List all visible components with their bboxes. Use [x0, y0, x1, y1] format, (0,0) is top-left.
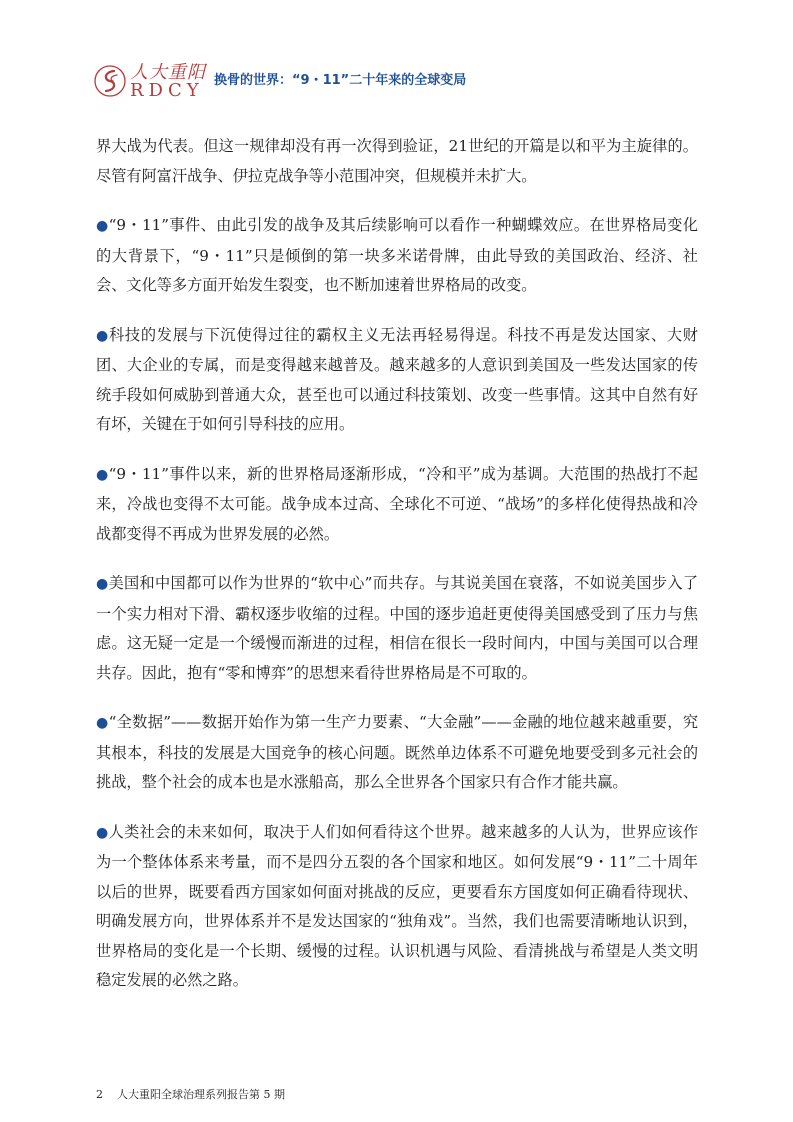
paragraph-text: “全数据”——数据开始作为第一生产力要素、“大金融”——金融的地位越来越重要，究其根本，科技的发展是大国竞争的核心问题。既然单边体系不可避免地要受到多元社会的挑战，整个社会的成本也是水涨船高，那么全世界各个国家只有合作才能共赢。: [96, 713, 699, 791]
series-label: 人大重阳全球治理系列报告第 5 期: [117, 1088, 285, 1101]
page-number: 2: [96, 1088, 103, 1101]
paragraph: [96, 132, 698, 191]
body-text: [96, 130, 698, 1016]
rdcy-logo: [92, 58, 212, 104]
bullet-icon: ●: [96, 715, 109, 731]
paragraph-text: 人类社会的未来如何，取决于人们如何看待这个世界。越来越多的人认为，世界应该作为一个整体体系来考量，而不是四分五裂的各个国家和地区。如何发展“9・11”二十周年以后的世界，既要看西方国家如何面对挑战的反应，更要看东方国度如何正确看待现状、明确发展方向，世界体系并不是发达国家的“独角戏”。当然，我们也需要清晰地认识到，世界格局的变化是一个长期、缓慢的过程。认识机遇与风险、看清挑战与希望是人类文明稳定发展的必然之路。: [96, 822, 699, 989]
paragraph: [96, 321, 698, 440]
bullet-icon: ●: [96, 824, 109, 841]
logo-emblem-icon: [92, 58, 128, 104]
bullet-icon: ●: [96, 576, 109, 592]
paragraph: [96, 460, 698, 550]
logo-english-text: RDCY: [130, 80, 204, 101]
paragraph-text: “9・11”事件、由此引发的战争及其后续影响可以看作一种蝴蝶效应。在世界格局变化的大背景下，“9・11”只是倾倒的第一块多米诺骨牌，由此导致的美国政治、经济、社会、文化等多方面开始发生裂变，也不断加速着世界格局的改变。: [96, 216, 698, 294]
paragraph-text: 科技的发展与下沉使得过往的霸权主义无法再轻易得逞。科技不再是发达国家、大财团、大企业的专属，而是变得越来越普及。越来越多的人意识到美国及一些发达国家的传统手段如何威胁到普通大众，甚至也可以通过科技策划、改变一些事情。这其中自然有好有坏，关键在于如何引导科技的应用。: [96, 325, 698, 433]
paragraph-text: 界大战为代表。但这一规律却没有再一次得到验证，21世纪的开篇是以和平为主旋律的。尽管有阿富汗战争、伊拉克战争等小范围冲突，但规模并未扩大。: [96, 137, 698, 185]
report-title: 换骨的世界：“9・11”二十年来的全球变局: [214, 73, 467, 88]
bullet-icon: ●: [96, 466, 109, 483]
paragraph-text: 美国和中国都可以作为世界的“软中心”而共存。与其说美国在衰落，不如说美国步入了一个实力相对下滑、霸权逐步收缩的过程。中国的逐步追赶更使得美国感受到了压力与焦虑。这无疑一定是一个缓慢而渐进的过程，相信在很长一段时间内，中国与美国可以合理共存。因此，抱有“零和博弈”的思想来看待世界格局是不可取的。: [96, 574, 699, 682]
paragraph: [96, 818, 698, 996]
paragraph: [96, 569, 698, 688]
paragraph: [96, 708, 698, 798]
paragraph: [96, 211, 698, 301]
paragraph-text: “9・11”事件以来，新的世界格局逐渐形成，“冷和平”成为基调。大范围的热战打不起来，冷战也变得不太可能。战争成本过高、全球化不可逆、“战场”的多样化使得热战和冷战都变得不再成为世界发展的必然。: [96, 464, 699, 543]
bullet-icon: ●: [96, 327, 109, 344]
logo-chinese-text: 人大重阳: [130, 62, 206, 83]
bullet-icon: ●: [96, 218, 109, 234]
page-header: [92, 58, 712, 104]
page-footer: [96, 1086, 285, 1102]
